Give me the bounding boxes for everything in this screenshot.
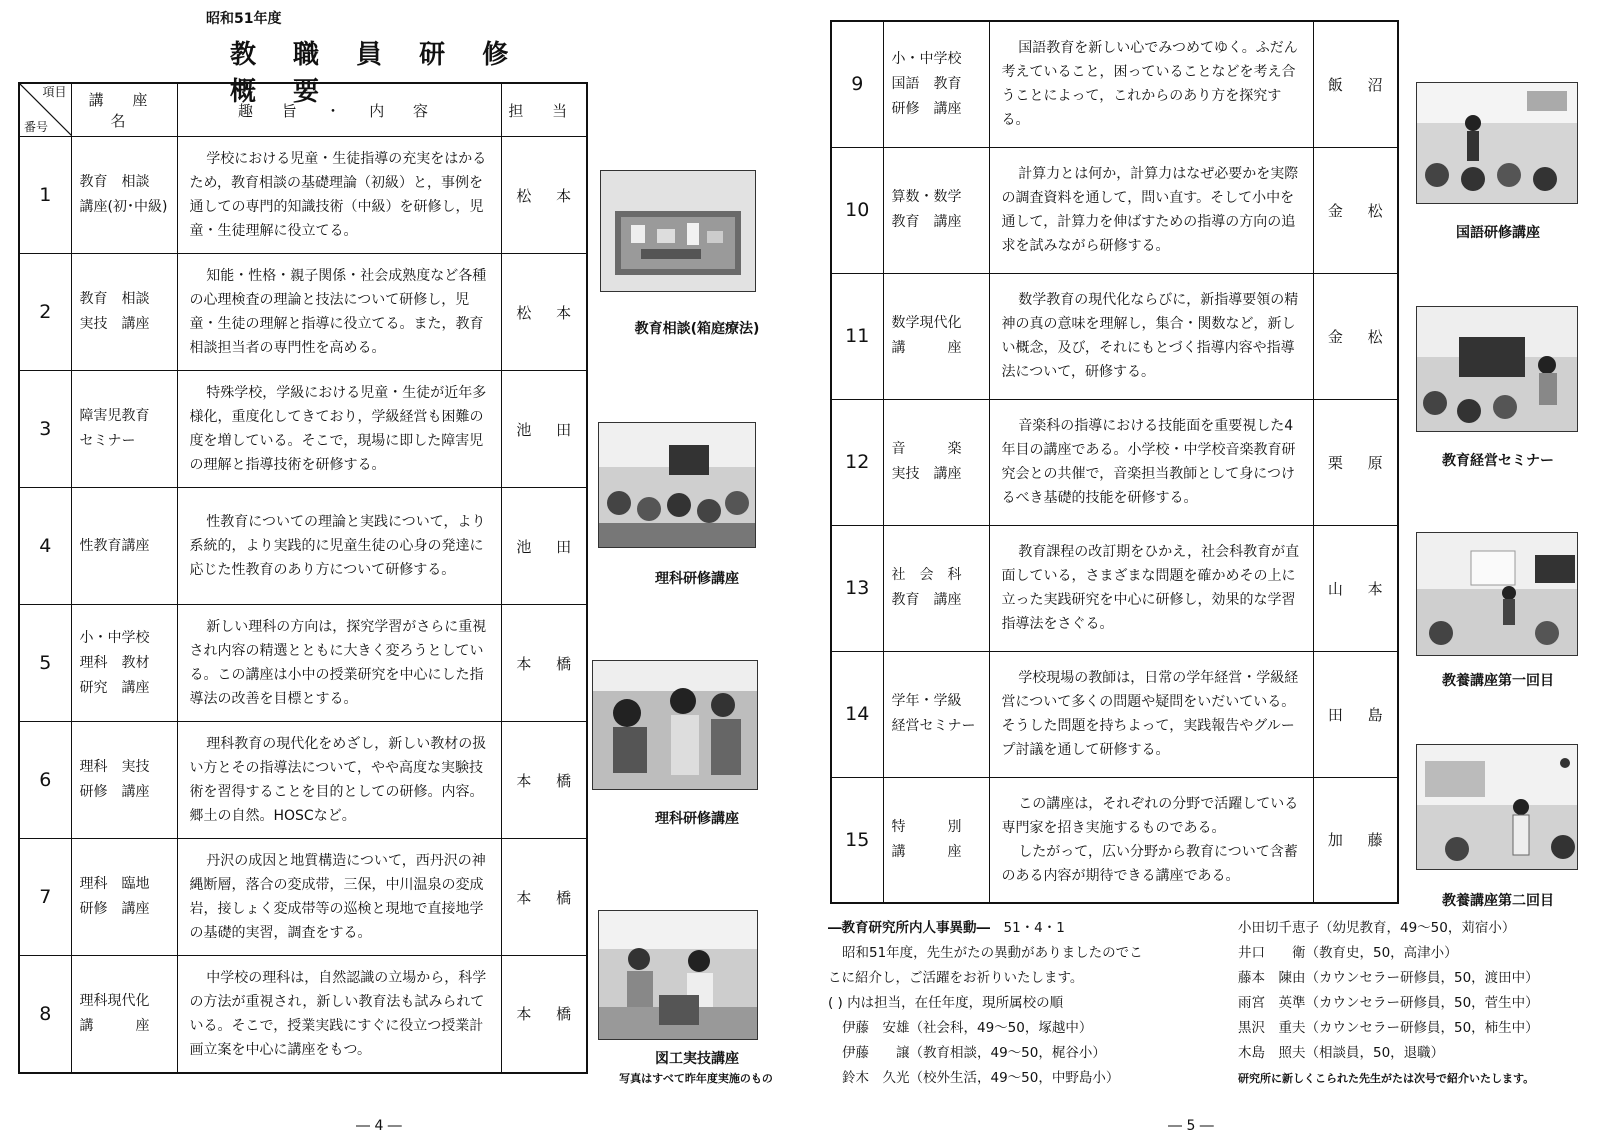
course-content-paragraph: 数学教育の現代化ならびに，新指導要領の精神の真の意味を理解し，集合・関数など，新しい概念，及び，それにもとづく指導内容や指導法について，研修する。: [1001, 292, 1299, 380]
course-content-paragraph: 学校現場の教師は，日常の学年経営・学級経営について多くの問題や疑問をいだいている。そうした問題を持ちよって，実践報告やグループ討議を通して研修する。: [1001, 670, 1299, 758]
course-content: [989, 651, 1313, 777]
course-content: [177, 722, 501, 839]
page-number-left: ― 4 ―: [356, 1118, 402, 1134]
photo-science-course-1: [598, 422, 756, 548]
course-content: [177, 605, 501, 722]
header-number-cell: [19, 83, 71, 137]
course-name-line: 研究 講座: [79, 679, 150, 696]
course-tutor: 加 藤: [1313, 777, 1398, 903]
course-name-line: 研修 講座: [891, 100, 962, 117]
personnel-legend: ( ) 内は担当，在任年度，現所属校の順: [828, 995, 1064, 1011]
course-name-line: 理科 臨地: [79, 876, 150, 892]
caption-photo-4: 図工実技講座: [655, 1051, 739, 1067]
course-name-line: 研修 講座: [79, 784, 150, 800]
course-name: [883, 21, 989, 147]
course-number: 8: [19, 956, 71, 1073]
course-row: [19, 605, 587, 722]
course-tutor: 山 本: [1313, 525, 1398, 651]
course-number: 13: [831, 525, 883, 651]
course-content-paragraph: この講座は，それぞれの分野で活躍している専門家を招き実施するものである。: [1001, 795, 1299, 836]
course-name: [883, 525, 989, 651]
course-name-line: 理科 教材: [79, 654, 150, 671]
course-name-line: 国語 教育: [891, 75, 962, 92]
course-row: [831, 273, 1398, 399]
course-number: 15: [831, 777, 883, 903]
course-row: [19, 371, 587, 488]
course-tutor: 池 田: [501, 488, 587, 605]
course-number: 2: [19, 254, 71, 371]
course-tutor: 金 松: [1313, 147, 1398, 273]
caption-photo-3: 理科研修講座: [655, 811, 739, 827]
course-name-line: 教育 講座: [891, 592, 962, 608]
caption-photo-6: 教育経営セミナー: [1442, 453, 1554, 469]
course-tutor: 栗 原: [1313, 399, 1398, 525]
course-content-paragraph: 音楽科の指導における技能面を重要視した4年目の講座である。小学校・中学校音楽教育研究会との共催で，音楽担当教師として身につけるべき基礎的技能を研修する。: [1001, 418, 1296, 506]
course-name-line: 特 別: [891, 818, 962, 835]
header-item-label: 項目: [42, 85, 67, 99]
course-name-line: 講 座: [79, 1017, 150, 1034]
course-row: [831, 777, 1398, 903]
course-content-paragraph: 知能・性格・親子関係・社会成熟度など各種の心理検査の理論と技法について研修し，児童・生徒の理解と指導に役立てる。また，教育相談担当者の専門性を高める。: [189, 268, 487, 356]
course-row: [19, 956, 587, 1073]
course-name: [883, 399, 989, 525]
personnel-intro-line-1: 昭和51年度，先生がたの異動がありましたのでこ: [842, 945, 1143, 961]
course-name: [71, 371, 177, 488]
course-table-right: [830, 20, 1399, 904]
course-content-paragraph: 性教育についての理論と実践について，より系統的，より実践的に児童生徒の心身の発達に応じた性教育のあり方について研修する。: [189, 514, 486, 578]
course-row: [19, 254, 587, 371]
personnel-entry: 小田切千恵子（幼児教育，49〜50，苅宿小）: [1238, 920, 1516, 936]
course-row: [19, 137, 587, 254]
course-content: [177, 488, 501, 605]
course-number: 6: [19, 722, 71, 839]
course-name-line: 障害児教育: [79, 408, 150, 424]
course-tutor: 田 島: [1313, 651, 1398, 777]
personnel-date: 51・4・1: [1003, 920, 1065, 936]
fiscal-year-label: 昭和51年度: [206, 11, 282, 27]
course-name-line: 実技 講座: [79, 316, 150, 332]
course-content-paragraph: 理科教育の現代化をめざし，新しい教材の扱い方とその指導法について，やや高度な実験技術を習得することを目的としての研修。内容。郷土の自然。HOSCなど。: [189, 736, 487, 824]
course-row: [831, 147, 1398, 273]
caption-photo-8: 教養講座第二回目: [1442, 893, 1554, 909]
course-name-line: 教育 相談: [79, 291, 150, 307]
personnel-list-right: [1238, 916, 1588, 1091]
personnel-title: ―教育研究所内人事異動―: [828, 920, 990, 936]
photo-sandplay-therapy: [600, 170, 756, 292]
course-content-paragraph: 教育課程の改訂期をひかえ，社会科教育が直面している，さまざまな問題を確かめその上に立った実践研究を中心に研修し，効果的な学習指導法をさぐる。: [1001, 544, 1300, 632]
personnel-intro-line-2: こに紹介し，ご活躍をお祈りいたします。: [828, 970, 1084, 986]
course-name-line: セミナー: [79, 433, 136, 449]
course-row: [19, 722, 587, 839]
course-tutor: 飯 沼: [1313, 21, 1398, 147]
page-number-right: ― 5 ―: [1168, 1118, 1214, 1134]
course-name: [71, 839, 177, 956]
personnel-heading: [828, 916, 1248, 941]
course-name: [71, 956, 177, 1073]
course-name-line: 教育 相談: [79, 174, 150, 190]
course-content: [989, 21, 1313, 147]
course-number: 7: [19, 839, 71, 956]
course-name: [71, 254, 177, 371]
course-content: [989, 777, 1313, 903]
course-content-paragraph: 国語教育を新しい心でみつめてゆく。ふだん考えていること，困っていることなどを考え合うことによって，これからのあり方を探究する。: [1001, 40, 1298, 129]
table-header-row: [19, 83, 587, 137]
caption-photo-2: 理科研修講座: [655, 571, 739, 587]
personnel-entry: 藤本 陳由（カウンセラー研修員，50，渡田中）: [1238, 970, 1539, 986]
course-content-paragraph: 学校における児童・生徒指導の充実をはかるため，教育相談の基礎理論（初級）と，事例を通しての専門的知識技術（中級）を研修し，児童・生徒理解に役立てる。: [189, 151, 487, 239]
course-name: [71, 488, 177, 605]
course-name-line: 性教育講座: [79, 537, 150, 554]
course-content: [989, 273, 1313, 399]
course-number: 14: [831, 651, 883, 777]
course-number: 4: [19, 488, 71, 605]
course-number: 9: [831, 21, 883, 147]
course-row: [831, 651, 1398, 777]
course-name-line: 教育 講座: [891, 214, 962, 230]
course-content: [177, 839, 501, 956]
course-name-line: 経営セミナー: [891, 718, 976, 734]
photo-education-management-seminar: [1416, 306, 1578, 432]
course-content: [177, 371, 501, 488]
course-name-line: 音 楽: [891, 441, 962, 457]
course-name: [883, 147, 989, 273]
course-row: [831, 21, 1398, 147]
personnel-entry: 鈴木 久光（校外生活，49〜50，中野島小）: [842, 1070, 1120, 1086]
course-content: [177, 956, 501, 1073]
course-name-line: 講 座: [891, 340, 962, 356]
course-content-paragraph: 中学校の理科は，自然認識の立場から，科学の方法が重視され，新しい教育法も試みられている。そこで，授業実践にすぐに役立つ授業計画立案を中心に講座をもつ。: [189, 969, 487, 1058]
course-content-paragraph: 新しい理科の方向は，探究学習がさらに重視され内容の精選とともに大きく変ろうとしている。この講座は小中の授業研究を中心にした指導法の改善を目標とする。: [189, 619, 487, 707]
page-title: 教 職 員 研 修 概 要: [230, 40, 523, 107]
course-name-line: 数学現代化: [891, 315, 962, 331]
course-name-line: 理科 実技: [79, 759, 150, 775]
photo-science-course-2: [592, 660, 758, 790]
course-name-line: 研修 講座: [79, 901, 150, 917]
course-tutor: 本 橋: [501, 605, 587, 722]
course-name-line: 講座(初･中級): [79, 199, 168, 215]
course-tutor: 本 橋: [501, 839, 587, 956]
course-content: [177, 137, 501, 254]
course-content-paragraph: 丹沢の成因と地質構造について，西丹沢の神縄断層，落合の変成带，三保，中川温泉の変成岩，接しょく変成帯等の巡検と現地で直接地学の基礎的実習，調査をする。: [189, 853, 486, 941]
caption-photo-5: 国語研修講座: [1456, 225, 1540, 241]
course-name-line: 理科現代化: [79, 992, 150, 1009]
course-content: [177, 254, 501, 371]
personnel-entry: 井口 衛（教育史，50，高津小）: [1238, 945, 1458, 961]
course-tutor: 池 田: [501, 371, 587, 488]
course-table-left: [18, 82, 588, 1074]
course-row: [19, 839, 587, 956]
course-tutor: 松 本: [501, 137, 587, 254]
caption-photo-7: 教養講座第一回目: [1442, 673, 1554, 689]
course-name: [883, 273, 989, 399]
course-name: [71, 137, 177, 254]
course-number: 1: [19, 137, 71, 254]
header-course-name: 講 座 名: [71, 83, 177, 137]
photo-japanese-course: [1416, 82, 1578, 204]
course-name-line: 社 会 科: [891, 567, 962, 583]
course-number: 11: [831, 273, 883, 399]
photo-note: 写真はすべて昨年度実施のもの: [619, 1072, 773, 1085]
course-content: [989, 147, 1313, 273]
course-content: [989, 525, 1313, 651]
course-name-line: 小・中学校: [891, 50, 962, 67]
course-content: [989, 399, 1313, 525]
course-name: [883, 651, 989, 777]
course-tutor: 本 橋: [501, 722, 587, 839]
course-name: [71, 605, 177, 722]
personnel-section: [828, 916, 1248, 1091]
course-name: [71, 722, 177, 839]
personnel-entry: 木島 照夫（相談員，50，退職）: [1238, 1045, 1445, 1061]
personnel-entry: 黒沢 重夫（カウンセラー研修員，50，柿生中）: [1238, 1020, 1539, 1036]
personnel-entry: 伊藤 譲（教育相談，49〜50，梶谷小）: [842, 1045, 1106, 1061]
course-row: [19, 488, 587, 605]
course-row: [831, 525, 1398, 651]
course-row: [831, 399, 1398, 525]
personnel-footer-note: 研究所に新しくこられた先生がたは次号で紹介いたします。: [1238, 1072, 1535, 1085]
course-number: 12: [831, 399, 883, 525]
photo-arts-crafts-course: [598, 910, 758, 1040]
header-number-label: 番号: [24, 120, 49, 134]
course-number: 10: [831, 147, 883, 273]
personnel-entry: 雨宮 英準（カウンセラー研修員，50，菅生中）: [1238, 995, 1539, 1011]
photo-culture-lecture-2: [1416, 744, 1578, 870]
course-content-paragraph: 特殊学校，学級における児童・生徒が近年多様化，重度化してきており，学級経営も困難の度を増している。そこで，現場に即した障害児の理解と指導技術を研修する。: [189, 385, 487, 473]
header-content: 趣 旨 ・ 内 容: [177, 83, 501, 137]
course-tutor: 松 本: [501, 254, 587, 371]
course-number: 3: [19, 371, 71, 488]
course-name-line: 実技 講座: [891, 466, 962, 482]
header-tutor: 担 当: [501, 83, 587, 137]
course-name: [883, 777, 989, 903]
course-name-line: 講 座: [891, 843, 962, 860]
personnel-entry: 伊藤 安雄（社会科，49〜50，塚越中）: [842, 1020, 1093, 1036]
course-name-line: 学年・学級: [891, 693, 962, 709]
course-tutor: 金 松: [1313, 273, 1398, 399]
course-content-paragraph: 計算力とは何か，計算力はなぜ必要かを実際の調査資料を通して，問い直す。そして小中を通して，計算力を伸ばすための指導の方向の追求を試みながら研修する。: [1001, 166, 1299, 254]
caption-photo-1: 教育相談(箱庭療法): [634, 321, 760, 337]
course-number: 5: [19, 605, 71, 722]
course-name-line: 小・中学校: [79, 629, 150, 646]
course-tutor: 本 橋: [501, 956, 587, 1073]
course-name-line: 算数・数学: [891, 189, 962, 205]
photo-culture-lecture-1: [1416, 532, 1578, 656]
course-content-paragraph: したがって，広い分野から教育について含蓄のある内容が期待できる講座である。: [1001, 843, 1298, 884]
